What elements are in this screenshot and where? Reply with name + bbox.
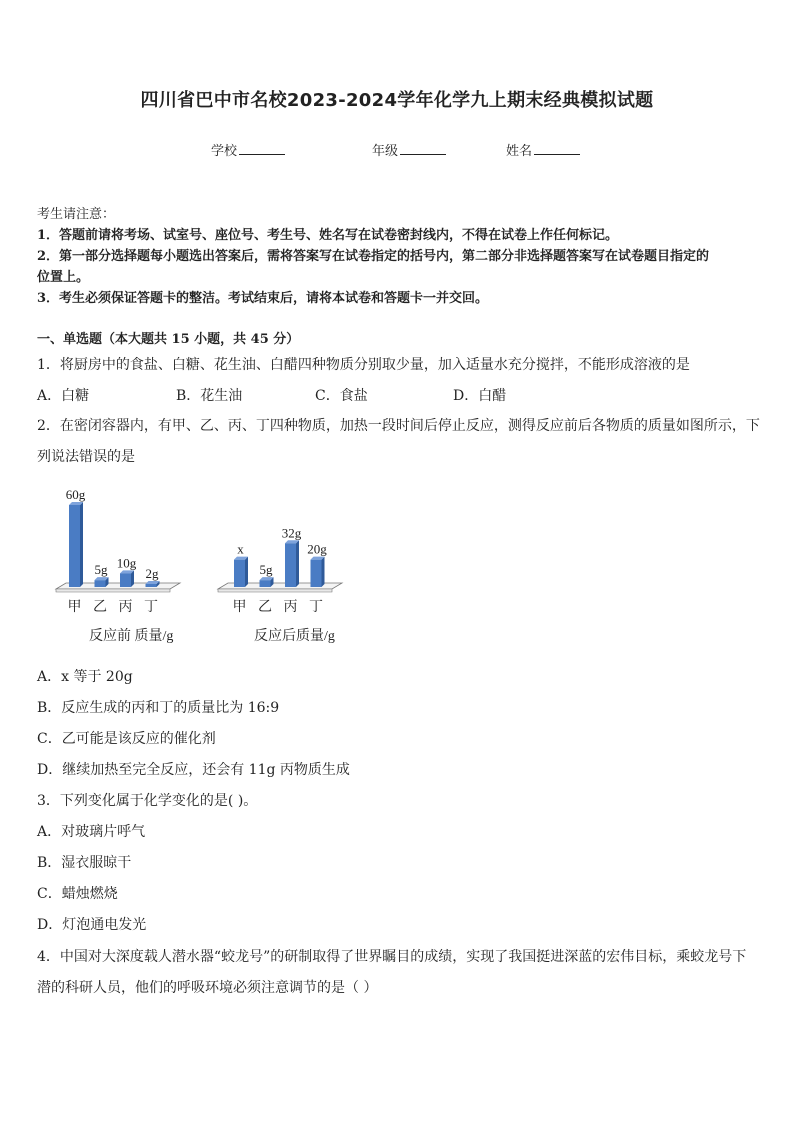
section-heading: 一、单选题（本大题共 15 小题，共 45 分） — [37, 332, 300, 347]
bar — [311, 560, 322, 587]
name-blank[interactable] — [534, 142, 580, 155]
bar — [120, 573, 131, 587]
bar-side — [296, 540, 299, 587]
question-1-option-a[interactable]: A．白糖 — [37, 388, 90, 404]
bar-value-label: x — [237, 541, 244, 557]
question-3-option-c[interactable]: C．蜡烛燃烧 — [37, 886, 118, 902]
category-label: 丁 — [309, 600, 323, 615]
bar — [260, 580, 271, 587]
notice-item: 1．答题前请将考场、试室号、座位号、考生号、姓名写在试卷密封线内，不得在试卷上作任何标记。 — [37, 228, 619, 243]
grade-field[interactable] — [372, 140, 446, 159]
bar-side — [245, 557, 248, 587]
name-field[interactable] — [506, 140, 580, 159]
school-blank[interactable] — [239, 142, 285, 155]
question-2-option-a[interactable]: A．x 等于 20g — [37, 669, 133, 685]
category-label: 乙 — [258, 600, 272, 615]
question-1-option-d[interactable]: D．白醋 — [453, 388, 507, 404]
chart-floor-edge — [218, 589, 332, 592]
bar-value-label: 32g — [281, 525, 302, 541]
question-2-option-b[interactable]: B．反应生成的丙和丁的质量比为 16:9 — [37, 700, 280, 716]
bar-side — [80, 502, 83, 587]
category-label: 丙 — [283, 600, 298, 615]
question-2-stem: 2．在密闭容器内，有甲、乙、丙、丁四种物质，加热一段时间后停止反应，测得反应前后各物质的质量如图所示，下 — [37, 418, 760, 434]
question-3-option-d[interactable]: D．灯泡通电发光 — [37, 917, 147, 933]
question-2-option-c[interactable]: C．乙可能是该反应的催化剂 — [37, 731, 216, 747]
school-label: 学校 — [211, 144, 238, 159]
notice-heading: 考生请注意： — [37, 207, 116, 222]
bar — [146, 584, 157, 587]
question-4-stem-cont: 潜的科研人员，他们的呼吸环境必须注意调节的是（ ） — [37, 980, 378, 996]
grade-label: 年级 — [372, 144, 399, 159]
school-field[interactable] — [211, 140, 285, 159]
chart-after-reaction — [218, 525, 342, 644]
question-1-option-c[interactable]: C．食盐 — [315, 388, 368, 404]
chart-title: 反应前 质量/g — [89, 629, 174, 644]
question-2-stem-cont: 列说法错误的是 — [37, 449, 135, 465]
bar — [285, 543, 296, 587]
bar-value-label: 5g — [94, 562, 108, 578]
question-2-option-d[interactable]: D．继续加热至完全反应，还会有 11g 丙物质生成 — [37, 762, 350, 778]
question-4-stem: 4．中国对大深度载人潜水器“蛟龙号”的研制取得了世界瞩目的成绩，实现了我国挺进深蓝的宏伟目标，乘蛟龙号下 — [37, 949, 747, 965]
category-label: 甲 — [232, 600, 247, 615]
notice-item: 位置上。 — [37, 270, 90, 285]
category-label: 丙 — [118, 600, 133, 615]
grade-blank[interactable] — [400, 142, 446, 155]
question-1-option-b[interactable]: B．花生油 — [176, 388, 243, 404]
question-3-stem: 3．下列变化属于化学变化的是( )。 — [37, 793, 258, 809]
mass-bar-charts — [40, 478, 380, 648]
question-3-option-b[interactable]: B．湿衣服晾干 — [37, 855, 132, 871]
question-3-option-a[interactable]: A．对玻璃片呼气 — [37, 824, 146, 840]
bar-value-label: 5g — [259, 562, 273, 578]
chart-before-reaction — [56, 487, 180, 644]
question-1-stem: 1．将厨房中的食盐、白糖、花生油、白醋四种物质分别取少量，加入适量水充分搅拌，不能形成溶液的是 — [37, 357, 690, 373]
bar — [69, 505, 80, 587]
bar — [234, 560, 245, 587]
category-label: 甲 — [67, 600, 82, 615]
bar-value-label: 2g — [145, 566, 159, 581]
bar-side — [322, 557, 325, 587]
chart-title: 反应后质量/g — [254, 629, 335, 644]
bar-value-label: 10g — [116, 555, 137, 571]
chart-floor-edge — [56, 589, 170, 592]
name-label: 姓名 — [506, 144, 533, 159]
category-label: 丁 — [144, 600, 158, 615]
bar-value-label: 60g — [65, 487, 86, 502]
category-label: 乙 — [93, 600, 107, 615]
page-title: 四川省巴中市名校2023-2024学年化学九上期末经典模拟试题 — [140, 90, 654, 111]
bar — [95, 580, 106, 587]
bar-value-label: 20g — [307, 541, 327, 557]
notice-item: 2．第一部分选择题每小题选出答案后，需将答案写在试卷指定的括号内，第二部分非选择题答案写在试卷题目指定的 — [37, 249, 710, 264]
notice-item: 3．考生必须保证答题卡的整洁。考试结束后，请将本试卷和答题卡一并交回。 — [37, 291, 489, 306]
